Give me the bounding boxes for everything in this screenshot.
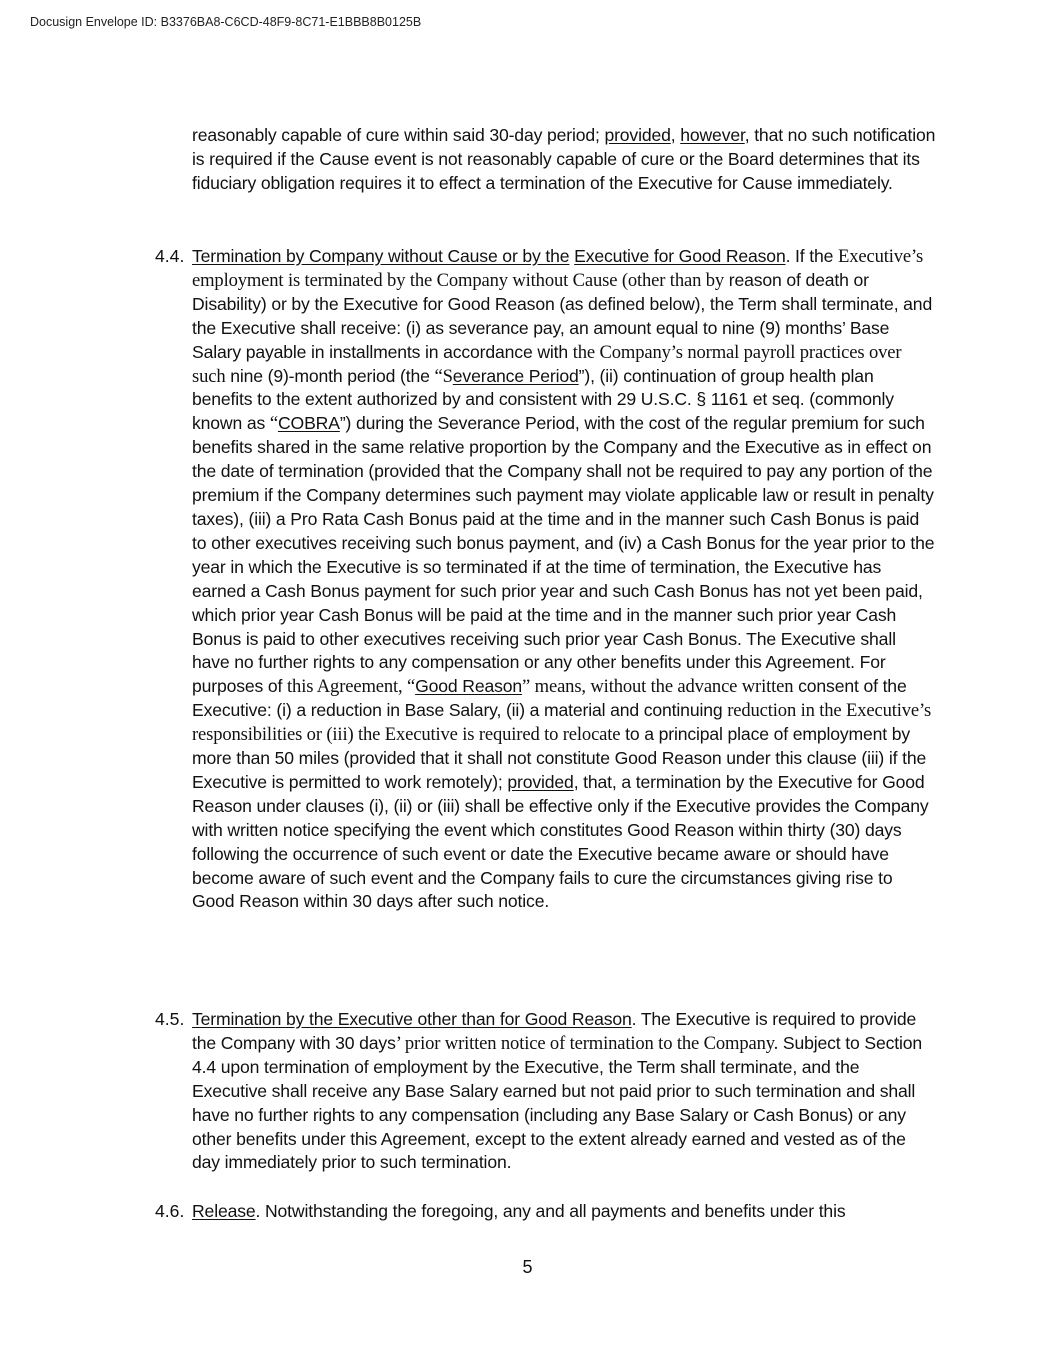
text: ” means, without the advance written: [522, 676, 794, 698]
text: nine (9)-month period (the: [225, 365, 435, 386]
text: Subject to Section 4.4 upon termination of employment by the Executive, the Term shall terminate, and the Executive shall receive any Base Salary earned but not paid prior to such termination and shall have no further rights to any compensation (including any Base Salary or Cash Bonus) or any other benefits under this Agreement, except to the extent already earned and vested as of the day immediately prior to such termination.: [192, 1032, 923, 1173]
section-4-5-paragraph: [192, 1008, 937, 1175]
section-4-4-heading-part-b: Executive for Good Reason: [574, 246, 786, 266]
section-4-4-heading-part-a: Termination by Company without Cause or by the: [192, 246, 570, 266]
text: reasonably capable of cure within said 30-day period;: [192, 125, 605, 145]
envelope-id: Docusign Envelope ID: B3376BA8-C6CD-48F9-8C71-E1BBB8B0125B: [30, 15, 422, 29]
text: reduction in the Executive’s responsibilities or (iii) the Executive is required to relocate: [192, 700, 932, 746]
text: reason of death or Disability) or by the Executive for Good Reason (as defined below), the Term shall terminate, and the Executive shall receive: (i) as severance pay, an amount equal to nine (9) months’ Base Salary payable in installments in accordance with: [192, 269, 933, 362]
provided-term: provided: [604, 125, 671, 145]
section-4-4-paragraph: [192, 245, 937, 914]
text: ,: [670, 125, 681, 145]
text: the Company’s normal payroll practices over such: [192, 341, 902, 387]
text: ”), (ii) continuation of group health plan benefits to the extent authorized by and consistent with 29 U.S.C. § 1161 et seq. (commonly known as: [192, 365, 894, 434]
section-4-6-heading: Release: [192, 1201, 256, 1221]
good-reason-term: Good Reason: [415, 676, 523, 697]
text: consent of the Executive: (i) a reduction in Base Salary, (ii) a material and continuing: [192, 676, 907, 721]
severance-period-term: everance Period: [452, 365, 579, 386]
section-number-4-6: 4.6.: [155, 1201, 185, 1221]
cobra-term: COBRA: [277, 413, 340, 434]
section-4-6-paragraph: [192, 1200, 937, 1224]
however-term: however: [680, 125, 745, 145]
text: “S: [434, 365, 453, 387]
section-number-4-5: 4.5.: [155, 1009, 185, 1029]
section-4-5-heading: Termination by the Executive other than for Good Reason: [192, 1009, 632, 1029]
text: this Agreement, “: [287, 676, 416, 698]
text: , that, a termination by the Executive for Good Reason under clauses (i), (ii) or (iii) shall be effective only if the Executive provides the Company with written notice specifying the event which constitutes Good Reason within thirty (30) days following the occurrence of such event or date the Executive became aware or should have become aware of such event and the Company fails to cure the circumstances giving rise to Good Reason within 30 days after such notice.: [192, 771, 929, 912]
text: . Notwithstanding the foregoing, any and all payments and benefits under this: [255, 1201, 846, 1221]
paragraph-cause-continuation: [192, 124, 937, 196]
text: ”) during the Severance Period, with the cost of the regular premium for such benefits shared in the same relative proportion by the Company and the Executive as in effect on the date of termination (provided that the Company shall not be required to pay any portion of the premium if the Company determines such payment may violate applicable law or result in penalty taxes), (iii) a Pro Rata Cash Bonus paid at the time and in the manner such Cash Bonus is paid to other executives receiving such bonus payment, and (iv) a Cash Bonus for the year prior to the year in which the Executive is so terminated if at the time of termination, the Executive has earned a Cash Bonus payment for such prior year and such Cash Bonus has not yet been paid, which prior year Cash Bonus will be paid at the time and in the manner such prior year Cash Bonus is paid to other executives receiving such prior year Cash Bonus. The Executive shall have no further rights to any compensation or any other benefits under this Agreement. For purposes of: [192, 413, 935, 697]
text: . The Executive is required to provide the Company with 30 days: [192, 1009, 917, 1053]
text: , that no such notification is required if the Cause event is not reasonably capable of cure or the Board determines that its fiduciary obligation requires it to effect a termination of the Executive for Cause immediately.: [192, 125, 936, 193]
provided-term: provided: [507, 771, 574, 792]
text: Executive’s employment is terminated by the Company without Cause (other than by: [192, 246, 924, 291]
text: to a principal place of employment by more than 50 miles (provided that it shall not constitute Good Reason under this clause (iii) if the Executive is permitted to work remotely);: [192, 724, 927, 792]
text: . If the: [785, 246, 839, 266]
text: ’ prior written notice of termination to the Company.: [395, 1032, 779, 1054]
section-number-4-4: 4.4.: [155, 246, 185, 266]
page-number: 5: [522, 1257, 533, 1277]
text: “: [269, 413, 278, 435]
